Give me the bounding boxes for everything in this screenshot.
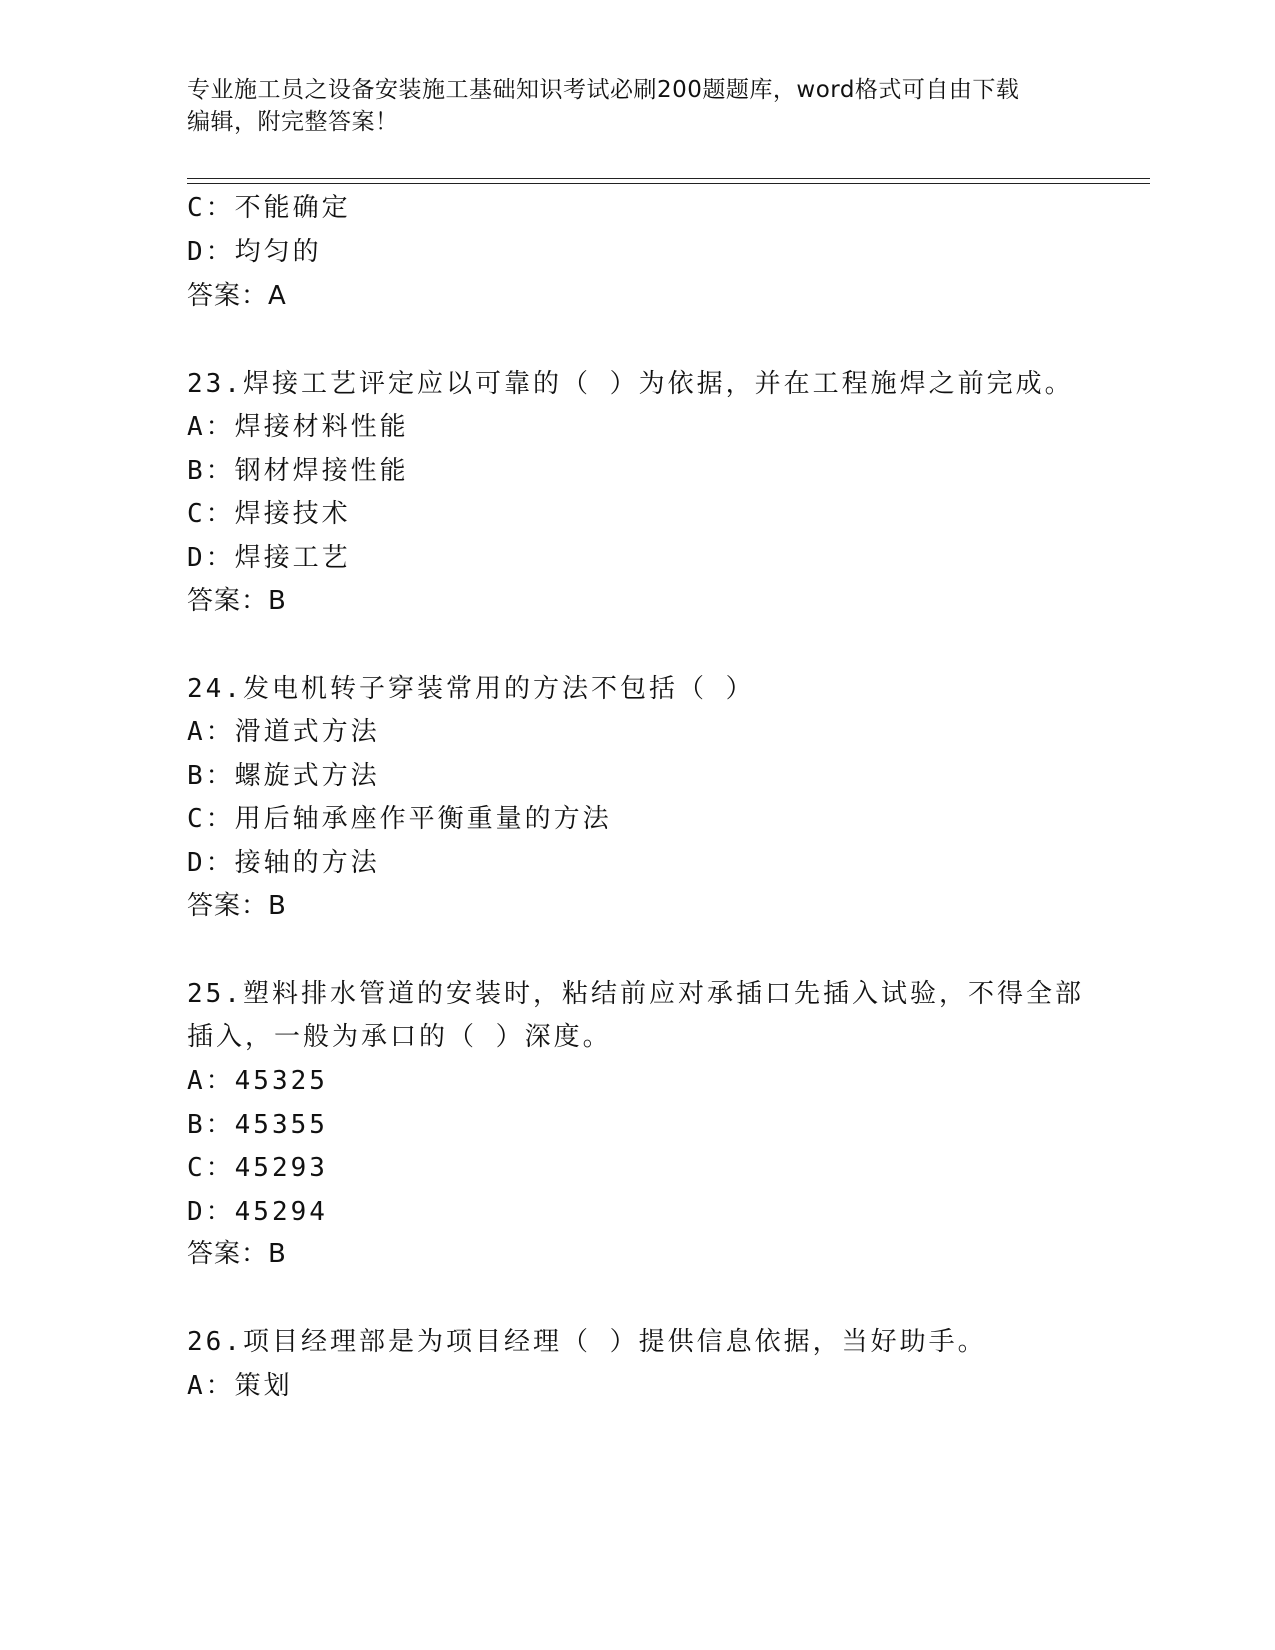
question-26-option-a: A：策划: [187, 1371, 293, 1401]
question-25-stem-line-2: 插入，一般为承口的（ ）深度。: [187, 1022, 612, 1052]
question-25-answer: 答案：B: [187, 1239, 287, 1269]
question-25-option-d: D：45294: [187, 1197, 328, 1227]
question-25-option-c: C：45293: [187, 1153, 328, 1183]
question-23-option-d: D：焊接工艺: [187, 543, 351, 573]
question-24-stem: 24.发电机转子穿装常用的方法不包括（ ）: [187, 674, 755, 704]
answer-prev: 答案：A: [187, 281, 287, 311]
question-24-option-d: D：接轴的方法: [187, 848, 380, 878]
option-c-prev: C：不能确定: [187, 193, 351, 223]
question-25-option-b: B：45355: [187, 1110, 328, 1140]
header-divider-bottom: [187, 183, 1150, 184]
question-23-option-b: B：钢材焊接性能: [187, 456, 409, 486]
option-d-prev: D：均匀的: [187, 237, 322, 267]
question-24-answer: 答案：B: [187, 891, 287, 921]
question-26-stem: 26.项目经理部是为项目经理（ ）提供信息依据，当好助手。: [187, 1327, 987, 1357]
question-24-option-a: A：滑道式方法: [187, 717, 380, 747]
header-line-1: 专业施工员之设备安装施工基础知识考试必刷200题题库，word格式可自由下载: [187, 77, 1020, 103]
question-24-option-b: B：螺旋式方法: [187, 761, 380, 791]
header-divider-top: [187, 178, 1150, 179]
question-23-stem: 23.焊接工艺评定应以可靠的（ ）为依据，并在工程施焊之前完成。: [187, 369, 1074, 399]
question-25-option-a: A：45325: [187, 1066, 328, 1096]
header-line-2: 编辑，附完整答案！: [187, 109, 399, 135]
question-24-option-c: C：用后轴承座作平衡重量的方法: [187, 804, 612, 834]
document-header: [187, 74, 1067, 138]
question-23-answer: 答案：B: [187, 586, 287, 616]
question-25-stem-line-1: 25.塑料排水管道的安装时，粘结前应对承插口先插入试验，不得全部: [187, 979, 1084, 1009]
question-23-option-c: C：焊接技术: [187, 499, 351, 529]
question-23-option-a: A：焊接材料性能: [187, 412, 409, 442]
